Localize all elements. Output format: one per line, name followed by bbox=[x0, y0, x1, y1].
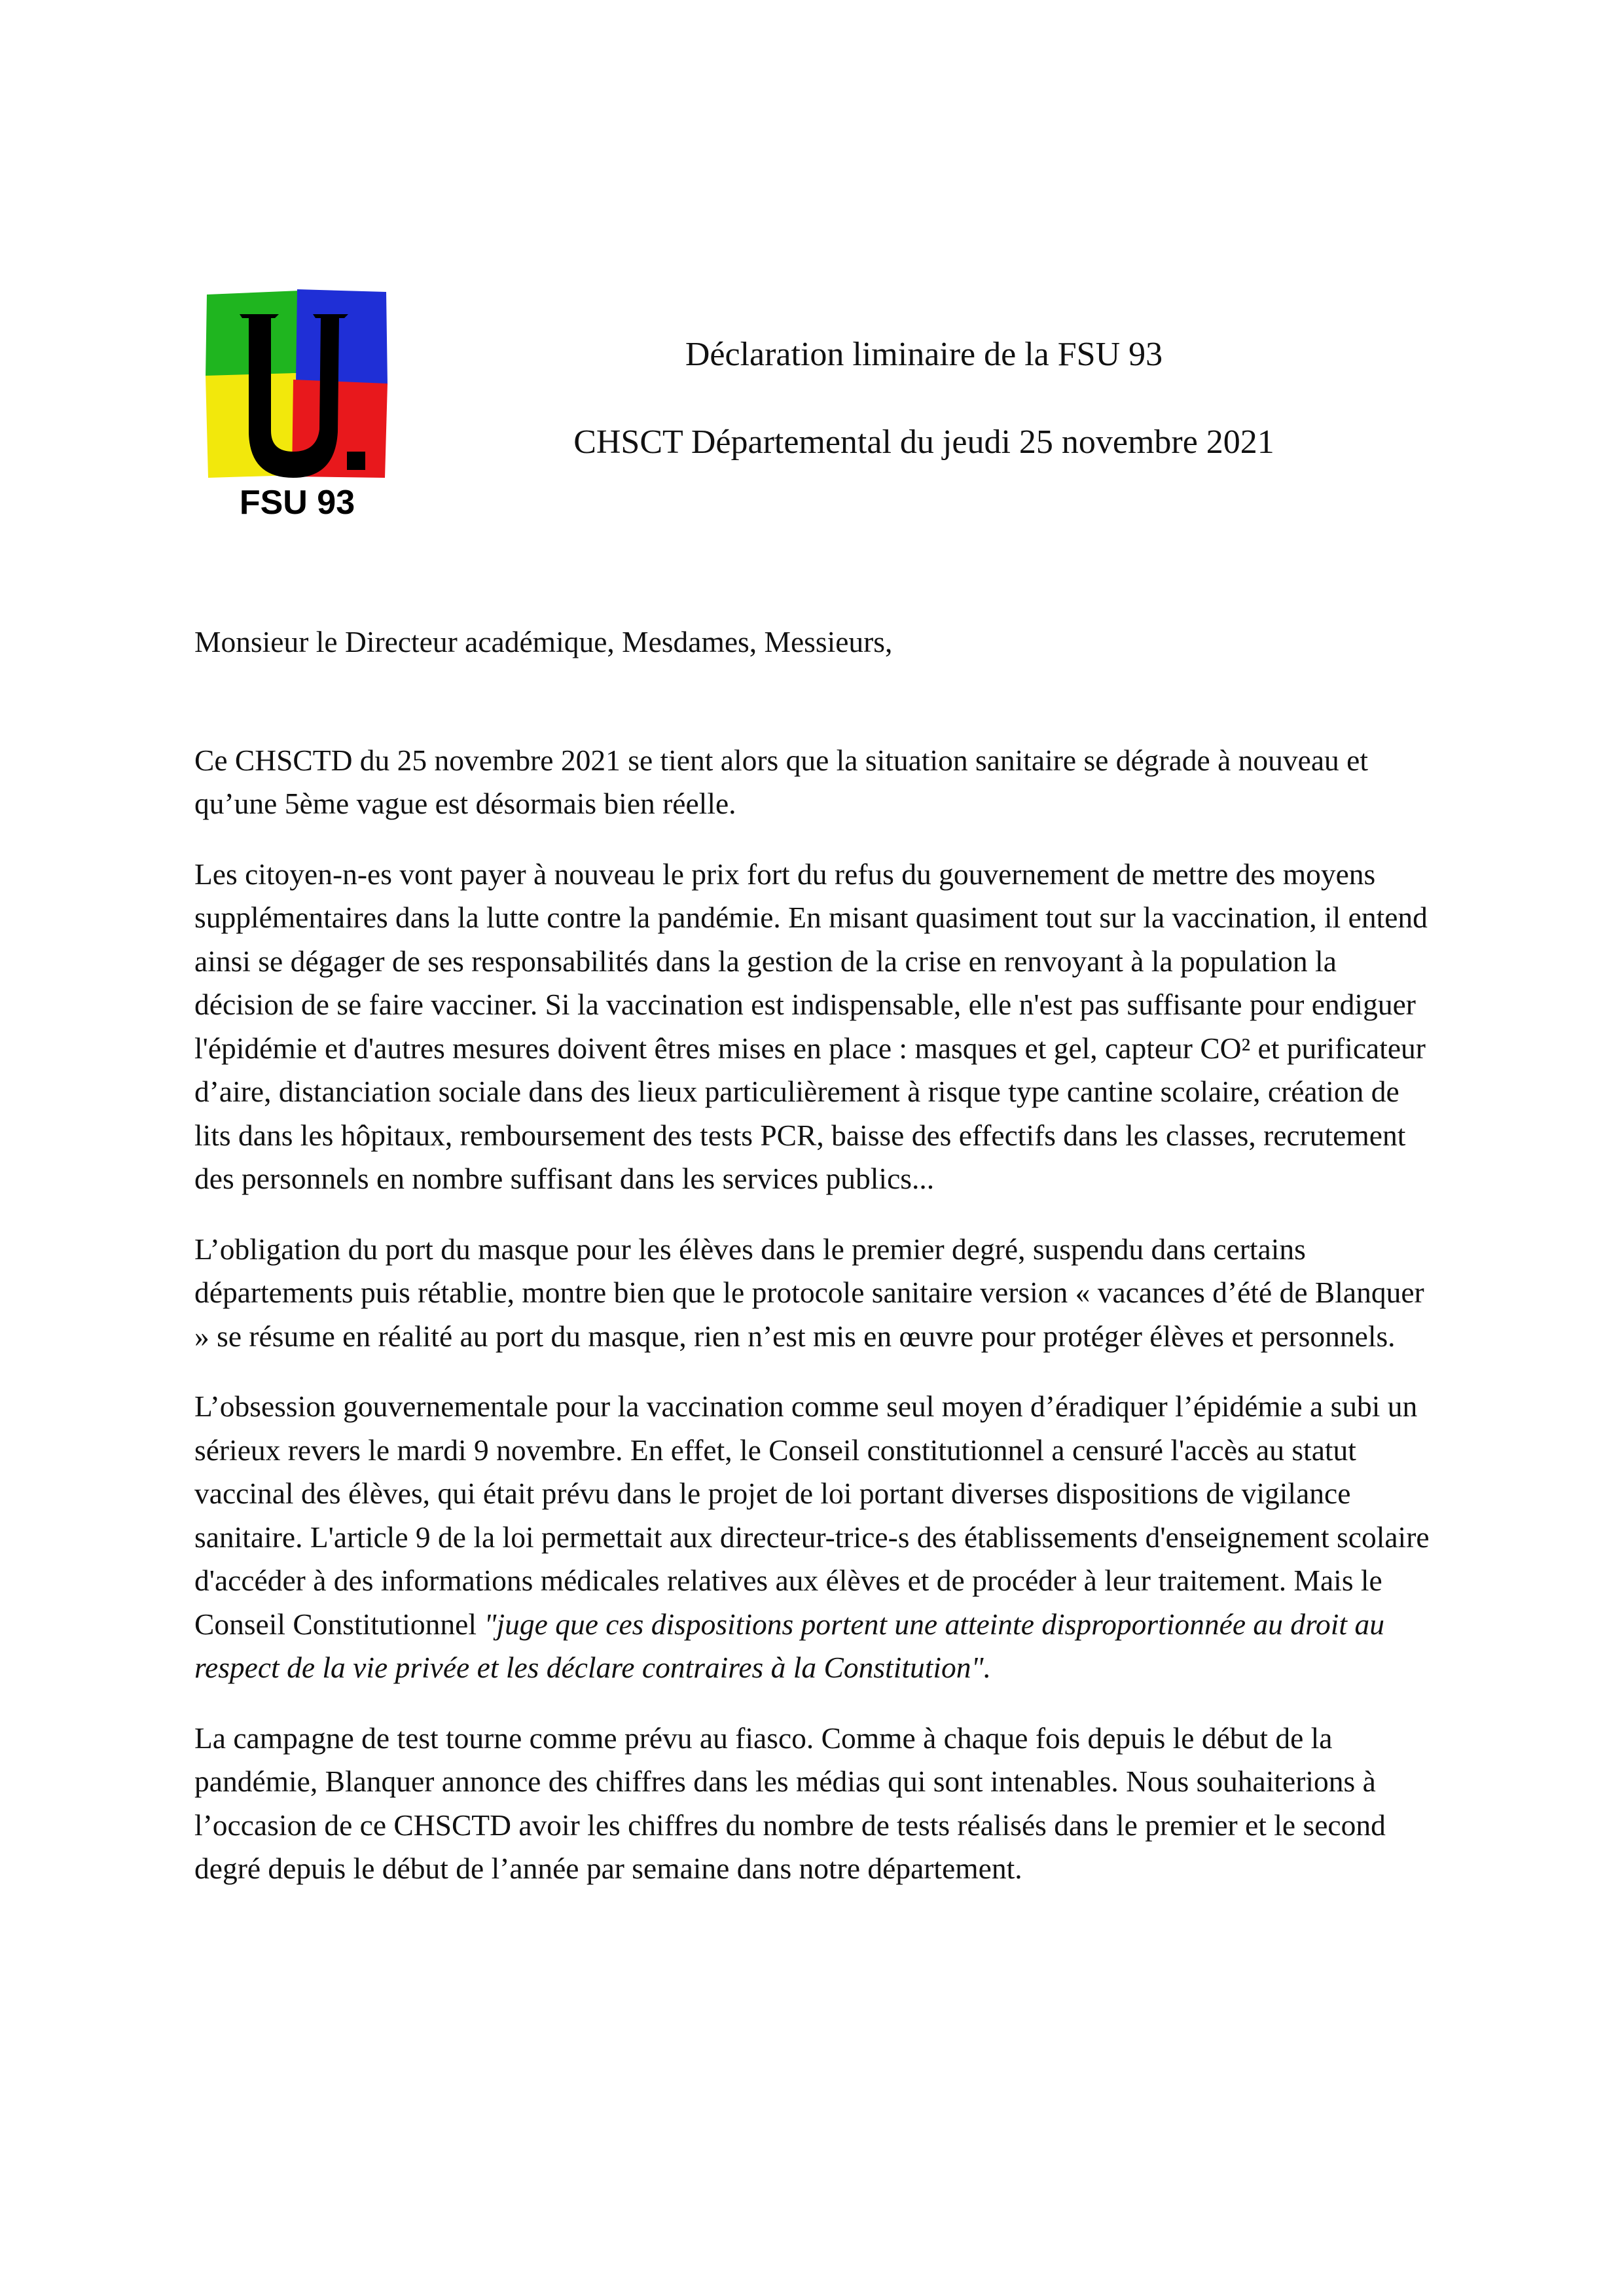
meeting-subtitle: CHSCT Départemental du jeudi 25 novembre 2021 bbox=[573, 423, 1274, 461]
logo-text: FSU 93 bbox=[239, 484, 355, 522]
paragraph-test-campaign: La campagne de test tourne comme prévu au fiasco. Comme à chaque fois depuis le début de la pandémie, Blanquer annonce des chiffres dans les médias qui sont intenables. Nous souhaiterions à l’occasion de ce CHSCTD avoir les chiffres du nombre de tests réalisés dans le premier et le second degré depuis le début de l’année par semaine dans notre département. bbox=[194, 1721, 1386, 1885]
paragraph-government-measures: Les citoyen-n-es vont payer à nouveau le prix fort du refus du gouvernement de mettre des moyens supplémentaires dans la lutte contre la pandémie. En misant quasiment tout sur la vaccination, il entend ainsi se dégager de ses responsabilités dans la gestion de la crise en renvoyant à la population la décision de se faire vacciner. Si la vaccination est indispensable, elle n'est pas suffisante pour endiguer l'épidémie et d'autres mesures doivent êtres mises en place : masques et gel, capteur CO² et purificateur d’aire, distanciation sociale dans des lieux particulièrement à risque type cantine scolaire, création de lits dans les hôpitaux, remboursement des tests PCR, baisse des effectifs dans les classes, recrutement des personnels en nombre suffisant dans les services publics... bbox=[194, 857, 1428, 1195]
fsu-93-logo bbox=[202, 288, 393, 524]
paragraph-sanitary-situation: Ce CHSCTD du 25 novembre 2021 se tient alors que la situation sanitaire se dégrade à nouveau et qu’une 5ème vague est désormais bien réelle. bbox=[194, 743, 1369, 820]
paragraph-constitutional-council bbox=[194, 1385, 1438, 1690]
declaration-title: Déclaration liminaire de la FSU 93 bbox=[685, 336, 1163, 373]
declaration-body bbox=[194, 620, 1438, 1918]
constitutional-council-text: L’obsession gouvernementale pour la vaccination comme seul moyen d’éradiquer l’épidémie a subi un sérieux revers le mardi 9 novembre. En effet, le Conseil constitutionnel a censuré l'accès au statut vaccinal des élèves, qui était prévu dans le projet de loi portant diverses dispositions de vigilance sanitaire. L'article 9 de la loi permettait aux directeur-trice-s des établissements d'enseignement scolaire d'accéder à des informations médicales relatives aux élèves et de procéder à leur traitement. Mais le Conseil Constitutionnel bbox=[194, 1390, 1430, 1641]
paragraph-mask-obligation: L’obligation du port du masque pour les élèves dans le premier degré, suspendu dans certains départements puis rétablie, montre bien que le protocole sanitaire version « vacances d’été de Blanquer » se résume en réalité au port du masque, rien n’est mis en œuvre pour protéger élèves et personnels. bbox=[194, 1232, 1424, 1353]
constitutional-council-quote: "juge que ces dispositions portent une atteinte disproportionnée au droit au respect de la vie privée et les déclare contraires à la Constitution". bbox=[194, 1607, 1384, 1684]
salutation: Monsieur le Directeur académique, Mesdames, Messieurs, bbox=[194, 625, 893, 658]
